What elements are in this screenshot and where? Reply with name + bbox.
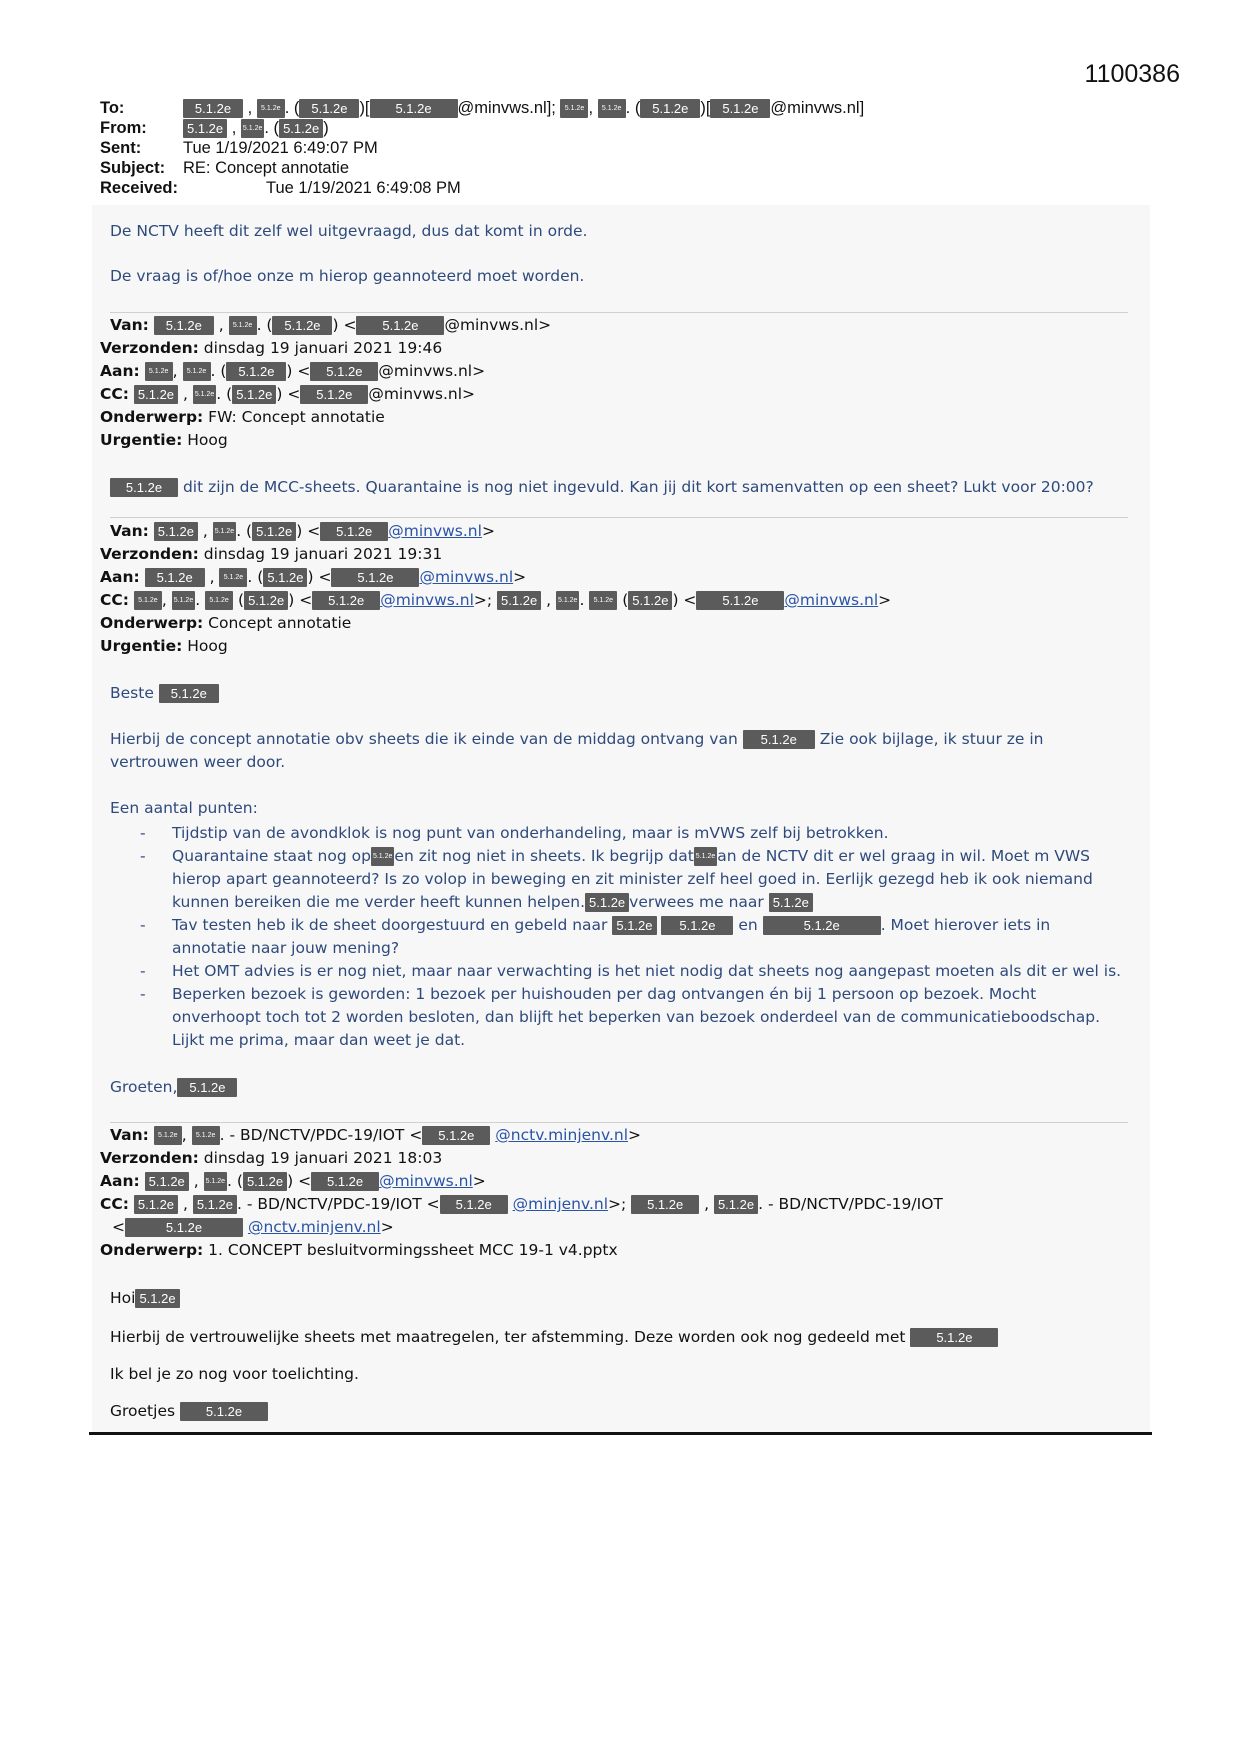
redaction: 5.1.2e (154, 522, 198, 541)
redaction: 5.1.2e (193, 1195, 237, 1214)
msg3-intro-1: Hierbij de concept annotatie obv sheets die ik einde van de middag ontvang van 5.1.2e Zie ook bijlage, ik stuur ze in (110, 730, 1044, 748)
msg3-onderwerp: Onderwerp: Concept annotatie (100, 614, 352, 632)
msg4-cc: CC: 5.1.2e , 5.1.2e . - BD/NCTV/PDC-19/IOT < 5.1.2e @minjenv.nl>; 5.1.2e , 5.1.2e . - BD/NCTV/PDC-19/IOT (100, 1195, 943, 1213)
redaction: 5.1.2e (134, 1195, 178, 1214)
redaction: 5.1.2e (243, 1172, 287, 1191)
redaction: 5.1.2e (244, 591, 288, 610)
received-value: Tue 1/19/2021 6:49:08 PM (266, 179, 461, 197)
redaction: 5.1.2e (257, 99, 285, 118)
redaction: 5.1.2e (910, 1328, 998, 1347)
redaction: 5.1.2e (714, 1195, 758, 1214)
msg2-body: 5.1.2e dit zijn de MCC-sheets. Quarantaine is nog niet ingevuld. Kan jij dit kort samenvatten op een sheet? Lukt voor 20:00? (110, 478, 1094, 497)
msg2-cc: CC: 5.1.2e , 5.1.2e . ( 5.1.2e ) < 5.1.2e @minvws.nl> (100, 385, 476, 403)
msg3-greeting: Beste 5.1.2e (110, 684, 219, 703)
redaction: 5.1.2e (154, 316, 214, 335)
redaction: 5.1.2e (560, 99, 588, 118)
redaction: 5.1.2e (252, 522, 296, 541)
msg2-urgentie: Urgentie: Hoog (100, 431, 228, 449)
redaction: 5.1.2e (598, 99, 626, 118)
to-domain: @minvws.nl]; (457, 99, 556, 117)
redaction: 5.1.2e (272, 316, 332, 335)
redaction: 5.1.2e (694, 847, 717, 866)
msg2-onderwerp: Onderwerp: FW: Concept annotatie (100, 408, 385, 426)
redaction: 5.1.2e (263, 568, 307, 587)
msg3-closing: Groeten, 5.1.2e (110, 1078, 237, 1097)
redaction: 5.1.2e (331, 568, 419, 587)
to-row: To: 5.1.2e , 5.1.2e . ( 5.1.2e )[ 5.1.2e @minvws.nl]; 5.1.2e , 5.1.2e . ( 5.1.2e )[ 5.1.2e @minvws.nl] (100, 99, 865, 117)
msg3-aan-link[interactable]: @minvws.nl (419, 568, 514, 586)
msg4-van: Van: 5.1.2e , 5.1.2e . - BD/NCTV/PDC-19/IOT < 5.1.2e @nctv.minjenv.nl> (110, 1126, 642, 1144)
redaction: 5.1.2e (193, 385, 216, 404)
msg3-van: Van: 5.1.2e , 5.1.2e . ( 5.1.2e ) < 5.1.2e @minvws.nl> (110, 522, 495, 540)
redaction: 5.1.2e (183, 119, 227, 138)
redaction: 5.1.2e (172, 591, 195, 610)
msg4-body-2: Ik bel je zo nog voor toelichting. (110, 1365, 359, 1383)
reply-line-2: De vraag is of/hoe onze m hierop geannoteerd moet worden. (110, 267, 585, 285)
msg4-van-link[interactable]: @nctv.minjenv.nl (495, 1126, 629, 1144)
subject-label: Subject: (100, 159, 166, 177)
redaction: 5.1.2e (134, 591, 162, 610)
subject-row (100, 158, 864, 178)
redaction: 5.1.2e (183, 362, 211, 381)
redaction: 5.1.2e (159, 684, 219, 703)
redaction: 5.1.2e (134, 385, 178, 404)
msg4-cc-link[interactable]: @minjenv.nl (512, 1195, 609, 1213)
redaction: 5.1.2e (696, 591, 784, 610)
redaction: 5.1.2e (422, 1126, 490, 1145)
redaction: 5.1.2e (320, 522, 388, 541)
msg4-aan-link[interactable]: @minvws.nl (379, 1172, 473, 1190)
redaction: 5.1.2e (177, 1078, 237, 1097)
to-label: To: (100, 99, 125, 117)
redaction: 5.1.2e (145, 1172, 189, 1191)
msg4-onderwerp: Onderwerp: 1. CONCEPT besluitvormingssheet MCC 19-1 v4.pptx (100, 1241, 618, 1259)
msg4-closing: Groetjes 5.1.2e (110, 1402, 268, 1421)
redaction: 5.1.2e (192, 1126, 220, 1145)
redaction: 5.1.2e (241, 119, 264, 138)
redaction: 5.1.2e (219, 568, 247, 587)
redaction: 5.1.2e (743, 730, 815, 749)
bullet-item: - Beperken bezoek is geworden: 1 bezoek per huishouden per dag ontvangen én bij 1 persoon op bezoek. Mocht onverhoopt toch tot 2 worden besloten, dan blijft het beperken van bezoek onderdeel van de communicatieboodschap. Lijkt me prima, maar dan weet je dat. (140, 985, 1101, 1049)
email-header (100, 98, 864, 198)
redaction: 5.1.2e (589, 591, 617, 610)
redaction: 5.1.2e (440, 1195, 508, 1214)
redaction: 5.1.2e (180, 1402, 268, 1421)
msg4-body-1: Hierbij de vertrouwelijke sheets met maatregelen, ter afstemming. Deze worden ook nog gedeeld met 5.1.2e (110, 1328, 998, 1347)
redaction: 5.1.2e (628, 591, 672, 610)
msg2-van: Van: 5.1.2e , 5.1.2e . ( 5.1.2e ) < 5.1.2e @minvws.nl> (110, 316, 552, 334)
redaction: 5.1.2e (585, 893, 629, 912)
msg3-cc-link[interactable]: @minvws.nl (380, 591, 474, 609)
redaction: 5.1.2e (311, 1172, 379, 1191)
bullet-item: - Het OMT advies is er nog niet, maar naar verwachting is het niet nodig dat sheets nog aangepast moeten als dit er wel is. (140, 962, 1122, 980)
redaction: 5.1.2e (125, 1218, 243, 1237)
bullet-item: - Tijdstip van de avondklok is nog punt van onderhandeling, maar is mVWS zelf bij betrokken. (140, 824, 889, 842)
redaction: 5.1.2e (213, 522, 236, 541)
redaction: 5.1.2e (612, 916, 656, 935)
redaction: 5.1.2e (497, 591, 541, 610)
sent-value: Tue 1/19/2021 6:49:07 PM (183, 139, 378, 157)
redaction: 5.1.2e (710, 99, 770, 118)
redaction: 5.1.2e (154, 1126, 182, 1145)
redaction: 5.1.2e (135, 1289, 179, 1308)
sent-row (100, 138, 864, 158)
msg4-aan: Aan: 5.1.2e , 5.1.2e . ( 5.1.2e ) < 5.1.2e @minvws.nl> (100, 1172, 486, 1190)
msg4-cc-cont: < 5.1.2e @nctv.minjenv.nl> (112, 1218, 394, 1236)
redaction: 5.1.2e (204, 1172, 227, 1191)
separator (110, 312, 1128, 313)
msg4-verzonden: Verzonden: dinsdag 19 januari 2021 18:03 (100, 1149, 443, 1167)
redaction: 5.1.2e (183, 99, 243, 118)
redaction: 5.1.2e (145, 362, 173, 381)
redaction: 5.1.2e (356, 316, 444, 335)
msg3-cc: CC: 5.1.2e , 5.1.2e . 5.1.2e ( 5.1.2e ) < 5.1.2e @minvws.nl>; 5.1.2e , 5.1.2e . 5.1.2e ( 5.1.2e ) < 5.1.2e @minvws.nl> (100, 591, 892, 609)
redaction: 5.1.2e (299, 99, 359, 118)
redaction: 5.1.2e (226, 362, 286, 381)
redaction: 5.1.2e (229, 316, 257, 335)
msg3-bullet-list (140, 822, 1130, 1052)
msg2-aan: Aan: 5.1.2e , 5.1.2e . ( 5.1.2e ) < 5.1.2e @minvws.nl> (100, 362, 486, 380)
bottom-rule (89, 1432, 1152, 1435)
redaction: 5.1.2e (300, 385, 368, 404)
redaction: 5.1.2e (145, 568, 205, 587)
msg4-cc-link[interactable]: @nctv.minjenv.nl (247, 1218, 381, 1236)
msg3-points-title: Een aantal punten: (110, 799, 258, 817)
redaction: 5.1.2e (110, 478, 178, 497)
sent-label: Sent: (100, 139, 142, 157)
redaction: 5.1.2e (661, 916, 733, 935)
redaction: 5.1.2e (640, 99, 700, 118)
redaction: 5.1.2e (279, 119, 323, 138)
redaction: 5.1.2e (370, 99, 458, 118)
msg2-verzonden: Verzonden: dinsdag 19 januari 2021 19:46 (100, 339, 443, 357)
msg4-greeting: Hoi 5.1.2e (110, 1289, 180, 1308)
received-row (100, 178, 864, 198)
redaction: 5.1.2e (205, 591, 233, 610)
redaction: 5.1.2e (310, 362, 378, 381)
redaction: 5.1.2e (556, 591, 579, 610)
subject-value: RE: Concept annotatie (183, 159, 350, 177)
reply-line-1: De NCTV heeft dit zelf wel uitgevraagd, dus dat komt in orde. (110, 222, 588, 240)
to-domain: @minvws.nl] (770, 99, 865, 117)
msg3-van-link[interactable]: @minvws.nl (388, 522, 482, 540)
document-id: 1100386 (1084, 60, 1180, 88)
redaction: 5.1.2e (769, 893, 813, 912)
redaction: 5.1.2e (371, 847, 394, 866)
redaction: 5.1.2e (763, 916, 881, 935)
received-label: Received: (100, 179, 178, 197)
redaction: 5.1.2e (312, 591, 380, 610)
bullet-item: - Quarantaine staat nog op 5.1.2e en zit nog niet in sheets. Ik begrijp dat 5.1.2e an de NCTV dit er wel graag in wil. Moet m VWS hierop apart geannoteerd? Is zo volop in beweging en zit minister zelf heel goed in. Eerlijk gezegd heb ik ook niemand kunnen bereiken die me verder heeft kunnen helpen. 5.1.2e verwees me naar 5.1.2e (140, 847, 1093, 911)
msg3-cc-link[interactable]: @minvws.nl (784, 591, 879, 609)
redaction: 5.1.2e (631, 1195, 699, 1214)
msg3-intro-2: vertrouwen weer door. (110, 753, 286, 771)
separator (110, 1122, 1128, 1123)
redaction: 5.1.2e (232, 385, 276, 404)
msg3-aan: Aan: 5.1.2e , 5.1.2e . ( 5.1.2e ) < 5.1.2e @minvws.nl> (100, 568, 527, 586)
from-label: From: (100, 119, 147, 137)
bullet-item: - Tav testen heb ik de sheet doorgestuurd en gebeld naar 5.1.2e 5.1.2e en 5.1.2e . Moet hierover iets in annotatie naar jouw mening? (140, 916, 1051, 957)
msg3-urgentie: Urgentie: Hoog (100, 637, 228, 655)
msg3-verzonden: Verzonden: dinsdag 19 januari 2021 19:31 (100, 545, 443, 563)
from-row: From: 5.1.2e , 5.1.2e . ( 5.1.2e ) (100, 119, 329, 137)
separator (110, 517, 1128, 518)
